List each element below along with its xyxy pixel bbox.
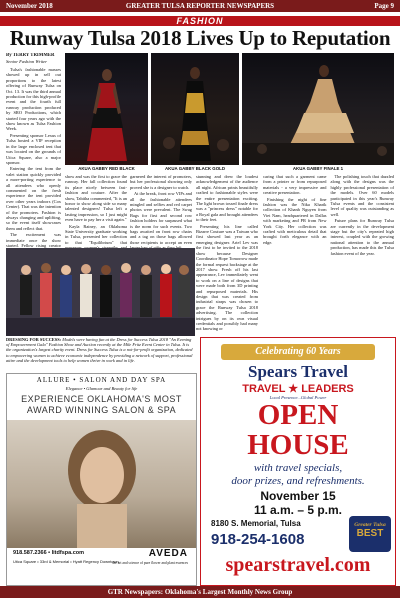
caption-lead: DRESSING FOR SUCCESS: xyxy=(6,337,62,342)
paragraph: stunning and drew the loudest acknowledgement of the audience all night. African prints beautifully crafted to fashionable styles were the entire presentation exciting. The light brown tossed finale dress was a "princess dress" notable for a Royal gala and brought attendees to their feet. xyxy=(196,174,258,223)
caption-text: Models were having fun at the Dress for Success Tulsa 2018 "An Evening of Empowerment Gala" Fashion Show and Auction recently at the Mile Fritz Event Center in Tulsa. It is the organization's largest charity event. Dress for Success Tulsa is a not-for-profit organization, dedicated to empowering women to achieve economic independence by providing a network of support, professional attire and the development tools to help women thrive in work and in life. xyxy=(6,337,193,363)
event-date: November 15 xyxy=(260,489,336,503)
phone-number: 918-254-1608 xyxy=(211,531,305,548)
page-header xyxy=(0,0,400,12)
photo-caption: AKUA GABBY FINALE 1 xyxy=(292,166,344,171)
event-address: 8180 S. Memorial, Tulsa xyxy=(211,519,301,528)
photo-caption-dress-for-success xyxy=(6,337,195,363)
aveda-subline: the art and science of pure flower and plant essences xyxy=(112,561,188,565)
travel-advertisement xyxy=(200,337,396,586)
article-column-4 xyxy=(196,174,258,334)
paragraph: show and was the first to grace the runway. Her fall collection found its place nicely between fast-fashion and couture. After the show, Tabitha commented, "It is an honor to show along side so many talented designers! Tulsa left a lasting impression, so I just might even have to pay her a visit again." xyxy=(65,174,127,223)
spa-brand: ALLURE • SALON AND DAY SPA xyxy=(36,376,167,384)
aveda-logo: AVEDA xyxy=(148,548,188,559)
network-logo: TRAVEL ★ LEADERS xyxy=(242,383,354,395)
page-number: Page 9 xyxy=(374,2,394,10)
paragraph: At the break, front row VIPs and all the fashionable attendees mingled and selfies and red carpet photos were prevalent. The Swag Bags for first and second row fashion holders for surpassed what is the norm for such events. Two bags awaited on front row chairs and a tag on those bags allowed those recipients to accept an even xyxy=(130,191,192,245)
byline-role: Senior Fashion Writer xyxy=(6,59,48,64)
paragraph: Presenting sponsor Lexus of Tulsa hosted a VIP reception in the large enclosed tent that was located on the grounds of Utica Square, also a major sponsor. xyxy=(6,132,61,165)
photo-caption: AKUA GABBY BLACK GOLD xyxy=(164,166,225,171)
spa-advertisement xyxy=(6,373,197,586)
event-time: 11 a.m. – 5 p.m. xyxy=(253,503,343,517)
best-of-badge xyxy=(349,516,391,552)
house-headline: HOUSE xyxy=(247,429,349,461)
spa-address: Utica Square • 33rd & Memorial • Hyatt Regency Downtown xyxy=(13,559,119,564)
dress-for-success-group-photo xyxy=(6,248,195,336)
spa-tagline: Elegance • Glamour and Beauty for life xyxy=(65,386,138,391)
spa-photo xyxy=(7,420,196,548)
article-headline: Runway Tulsa 2018 Lives Up to Reputation xyxy=(9,26,391,50)
company-name: Spears Travel xyxy=(248,362,348,381)
paragraph: Kayla Rainey, an Oklahoma State University graduate working in Tulsa, presented her collection to that "Equilibrium" that xyxy=(65,223,127,245)
paragraph: Finishing the night of fine fashion was the Nika Kharik collection of Khanh Nguyen from Viet Nam, headquartered in Dallas with marketing and PR from New York City. Her collection was crafted with meticulous detail that brought forth elegance with an edge. xyxy=(263,196,327,245)
paragraph: Tulsa's fashionable masses showed up in sell out proportions to the latest offering of Runway Tulsa on Oct. 13. It was the third annual production for this high-profile event and the fourth full runway production produced by SRO Productions, which started four years ago with the show known as Tulsa Fashion Week. xyxy=(6,67,61,132)
runway-photo-finale xyxy=(242,53,394,165)
paragraph: garnered the interest of promoters, but her professional showing only proved she is a designer to watch. xyxy=(130,174,192,190)
badge-title: Greater Tulsa xyxy=(354,522,386,528)
spa-award-headline: EXPERIENCE OKLAHOMA'S MOST AWARD WINNING SALON & SPA xyxy=(21,394,182,415)
badge-subtitle: BEST xyxy=(356,528,384,539)
anniversary-banner: Celebrating 60 Years xyxy=(221,344,375,360)
publication-name: GREATER TULSA REPORTER NEWSPAPERS xyxy=(125,2,275,10)
offer-line-2: door prizes, and refreshments. xyxy=(231,475,365,487)
website-link[interactable]: spearstravel.com xyxy=(225,554,371,576)
paragraph: Presenting his line called Bizarre Couture was a Taiwan who first showed last year as an emerging designer. Ariel Lev was the first to be invited to the 2018 show because Designer Coordinator Hope Tomorrow made the formal request backstage at the 2017 show. Fresh off his last appearance, Lev immediately went to work on a line of designs that were made both from 3D printing and repurposed materials. His design that was created from industrial straps was chosen to grace the Runway Tulsa 2018 advertising. The collection intrigues by on its own visual credentials and possibly had many not knowing or xyxy=(196,223,258,332)
page-footer: GTR Newspapers: Oklahoma's Largest Monthly News Group xyxy=(0,586,400,598)
runway-photo-black-gold xyxy=(151,53,239,165)
byline: By TERRY TRIMMER xyxy=(6,53,55,58)
paragraph: The polishing touch that dazzled along with the designs was the highly professional presentation of the models. Over 60 models participated in this year's Runway Tulsa events and the consistent level of quality was outstanding as well. xyxy=(330,174,394,217)
paragraph: The excitement was immediate once the show started. Fellow rising creator xyxy=(6,232,61,248)
article-column-5 xyxy=(263,174,394,334)
paragraph: Entering the tent from the valet station quickly provided a more-porting experience to all attendees who openly commented on the fresh experience the tent provided over other years indoors (Cox Center). That was the intention of the promoters. Fashion is always changing and uplifting, so the event itself showcases them and reflect that. xyxy=(6,166,61,231)
spa-phone: 918.587.2366 • litdfspa.com xyxy=(13,550,85,556)
issue-date: November 2018 xyxy=(6,2,53,10)
open-headline: OPEN xyxy=(257,399,339,431)
network-tagline: Local Presence...Global Power xyxy=(269,395,327,400)
photo-caption: AKUA GABBY RED BLACK xyxy=(78,166,135,171)
section-label: FASHION xyxy=(0,16,400,26)
paragraph: Future plans for Runway Tulsa are currently in the development stage but the city's repeated high interest, coupled with the growing national attention to the annual production, has made this the Tulsa fashion event of the year. xyxy=(330,218,394,256)
paragraph: caring that such a garment came from a printer or from repurposed materials - a very impressive and creative presentation. xyxy=(263,174,327,196)
offer-line-1: with travel specials, xyxy=(253,462,343,474)
runway-photo-red-black xyxy=(65,53,148,165)
